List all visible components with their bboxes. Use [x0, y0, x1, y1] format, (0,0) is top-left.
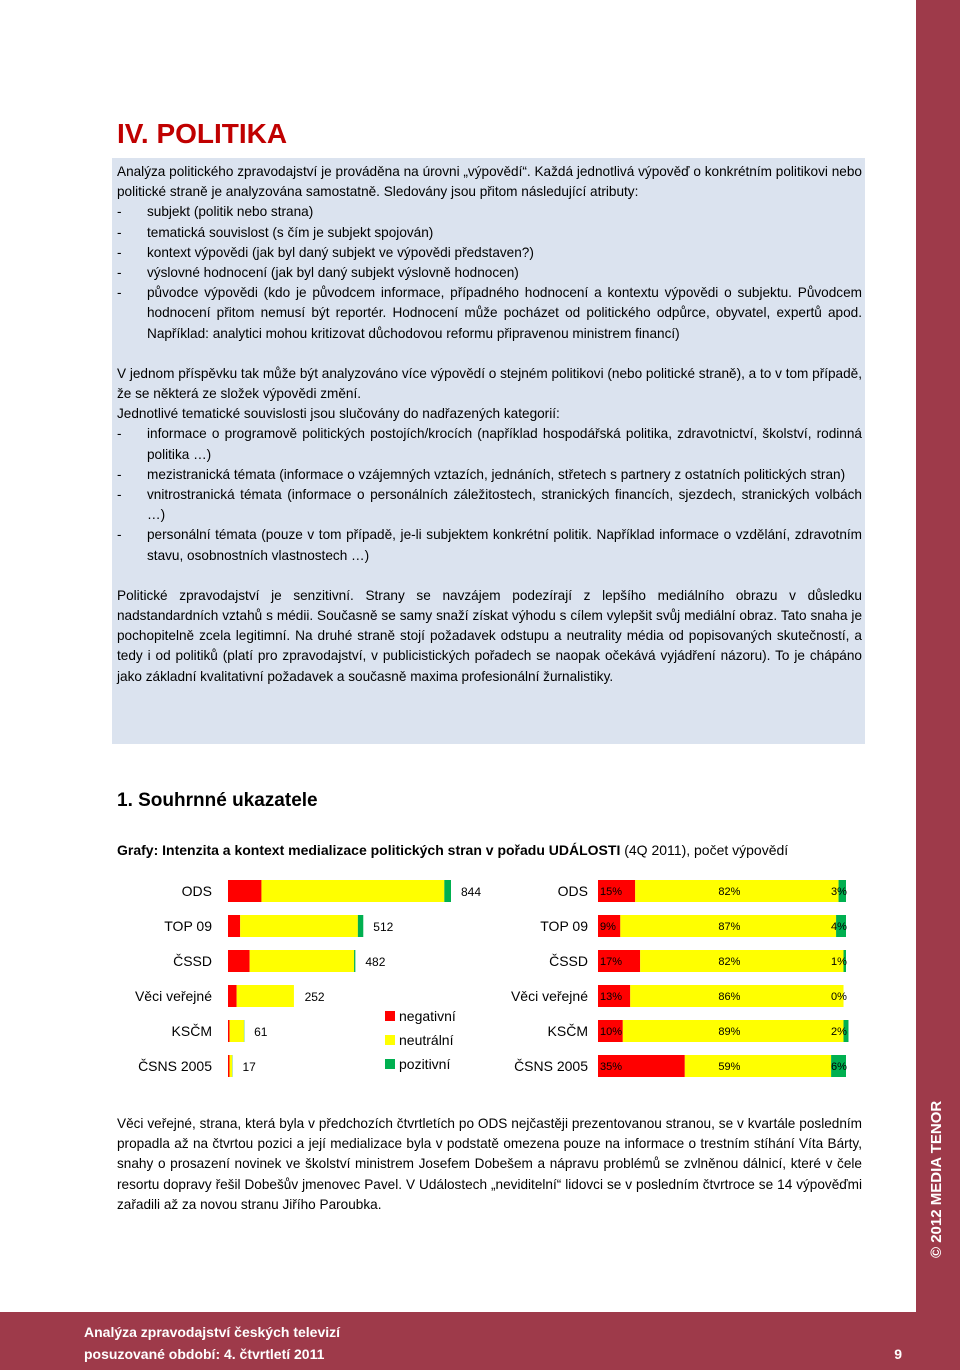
- chart1-total-label: 17: [242, 1060, 256, 1074]
- chart1-bar-negativní: [228, 950, 250, 972]
- chart1-bar-neutrální: [250, 950, 354, 972]
- legend-label: neutrální: [399, 1032, 454, 1048]
- chart2-data-label: 89%: [718, 1026, 741, 1038]
- chart1-bar-negativní: [228, 915, 240, 937]
- chart1-bar-neutrální: [261, 880, 444, 902]
- attribute-item: - výslovné hodnocení (jak byl daný subjekt výslovně hodnocen): [117, 265, 519, 281]
- chart1-total-label: 61: [254, 1025, 268, 1039]
- attribute-item: - původce výpovědi (kdo je původcem informace, případného hodnocení a kontextu výpovědi o subjektu. Původcem hodnocení přitom nemusí být reportér. Hodnocení může pocházet od politického odpůrce, obyvatel, expertů apod. Například: analytici mohou kritizovat důchodovou reformu připravenou ministrem financí): [117, 285, 862, 341]
- chart1-category-label: ČSNS 2005: [138, 1058, 212, 1074]
- chart1-bar-neutrální: [237, 985, 294, 1007]
- chart1-bar-pozitivní: [444, 880, 451, 902]
- chart2-data-label: 0%: [831, 991, 847, 1003]
- chart1-total-label: 252: [304, 990, 325, 1004]
- chart1-total-label: 512: [373, 920, 394, 934]
- chart2-bar-neutrální: [685, 1055, 831, 1077]
- paragraph-3: Jednotlivé tematické souvislosti jsou slučovány do nadřazených kategorií:: [117, 406, 560, 422]
- legend-swatch-pozitivní: [385, 1059, 395, 1069]
- chart1-category-label: ČSSD: [173, 953, 212, 969]
- chart1-bar-neutrální: [240, 915, 358, 937]
- chart1-category-label: TOP 09: [164, 918, 212, 934]
- attribute-item: - subjekt (politik nebo strana): [117, 204, 314, 220]
- right-sidebar-band: [916, 0, 960, 1370]
- paragraph-4: Politické zpravodajství je senzitivní. Strany se navzájem podezírají z lepšího mediálního obrazu v důsledku nadstandardních vztahů s médii. Současně se samy snaží získat výhodu s cílem vylepšit svůj mediální obraz. Tato snaha je pochopitelně zcela legitimní. Na druhé straně stojí požadavek odstupu a neutrality média od popisovaných skutečností, a tedy i od politiků (platí pro zpravodajství, v publicistických pořadech se naopak očekává vyjádření názoru). To je chápáno jako základní kvalitativní požadavek a současně maxima profesionální žurnalistiky.: [117, 587, 862, 684]
- chart1-bar-negativní: [228, 880, 261, 902]
- attribute-item: - tematická souvislost (s čím je subjekt spojován): [117, 224, 434, 240]
- legend-label: negativní: [399, 1008, 456, 1024]
- chart1-bar-pozitivní: [354, 950, 355, 972]
- chart2-data-label: 82%: [718, 956, 741, 968]
- chart1-category-label: KSČM: [171, 1023, 212, 1039]
- legend-label: pozitivní: [399, 1056, 451, 1072]
- chart1-total-label: 844: [461, 885, 482, 899]
- category-item: - mezistranická témata (informace o vzájemných vztazích, jednáních, střetech s partnery z ostatních politických stran): [117, 466, 846, 482]
- page-number: 9: [894, 1346, 902, 1362]
- chart2-category-label: KSČM: [547, 1023, 588, 1039]
- chart2-data-label: 35%: [600, 1061, 623, 1073]
- chart1-category-label: ODS: [181, 883, 212, 899]
- paragraph-2: V jednom příspěvku tak může být analyzováno více výpovědí o stejném politikovi (nebo politické straně), a to v tom případě, že se některá ze složek výpovědi změní.: [117, 365, 863, 402]
- chart1-bar-neutrální: [230, 1055, 233, 1077]
- chart2-data-label: 82%: [718, 886, 741, 898]
- chart2-data-label: 17%: [600, 956, 623, 968]
- chart2-data-label: 1%: [831, 956, 847, 968]
- intro-text: [117, 162, 862, 687]
- category-item: - vnitrostranická témata (informace o personálních záležitostech, stranických financích, sjezdech, stranických volbách …): [117, 487, 862, 523]
- chart1-bar-neutrální: [230, 1020, 244, 1042]
- chart2-data-label: 3%: [831, 886, 847, 898]
- chart1-category-label: Věci veřejné: [134, 988, 212, 1004]
- chart2-data-label: 87%: [718, 921, 741, 933]
- category-item: - informace o programově politických postojích/krocích (například hospodářská politika, zdravotnictví, školství, rodinná politika …): [117, 426, 862, 462]
- chart2-category-label: ČSSD: [549, 953, 588, 969]
- chart1-bar-pozitivní: [358, 915, 363, 937]
- attribute-item: - kontext výpovědi (jak byl daný subjekt ve výpovědi představen?): [117, 244, 534, 260]
- legend-swatch-negativní: [385, 1011, 395, 1021]
- chart2-bar-neutrální: [640, 950, 843, 972]
- page-title: IV. POLITIKA: [117, 118, 288, 149]
- chart2-data-label: 10%: [600, 1026, 623, 1038]
- chart2-data-label: 15%: [600, 886, 623, 898]
- category-item: - personální témata (pouze v tom případě, je-li subjektem konkrétní politik. Například informace o vzdělání, zdravotním stavu, osobnostních vlastnostech …): [117, 527, 862, 563]
- footer-band: [0, 1312, 916, 1370]
- chart2-data-label: 86%: [718, 991, 741, 1003]
- charts-area: [0, 870, 916, 1090]
- footer-title: Analýza zpravodajství českých televizí: [84, 1324, 341, 1340]
- chart2-data-label: 2%: [831, 1026, 847, 1038]
- chart1-bar-negativní: [228, 1020, 230, 1042]
- chart2-data-label: 4%: [831, 921, 847, 933]
- chart2-category-label: ČSNS 2005: [514, 1058, 588, 1074]
- footer-period: posuzované období: 4. čtvrtletí 2011: [84, 1346, 325, 1362]
- bottom-paragraph: Věci veřejné, strana, která byla v předchozích čtvrtletích po ODS nejčastěji prezentovanou stranou, se v kvartále posledním propadla až na čtvrtou pozici a její medializace byla v podstatě omezena pouze na informace o trestním stíhání Víta Bárty, snahy o prosazení novinek ve školství ministrem Josefem Dobešem a nápravu problémů se zvlněnou dálnicí, které v čele resortu dopravy řešil Dobešův jmenovec Pavel. V Událostech „neviditelní“ lidovci se v posledním čtvrtroce se 14 výpověďmi zařadili až za novou stranu Jiřího Paroubka.: [117, 1116, 862, 1212]
- chart2-data-label: 59%: [718, 1061, 741, 1073]
- copyright-text: © 2012 MEDIA TENOR: [928, 1100, 945, 1258]
- chart2-data-label: 13%: [600, 991, 623, 1003]
- chart1-bar-negativní: [228, 985, 237, 1007]
- section-title: 1. Souhrnné ukazatele: [117, 790, 318, 811]
- intro-paragraph: Analýza politického zpravodajství je prováděna na úrovni „výpovědí“. Každá jednotlivá výpověď o konkrétním politikovi nebo politické straně je analyzována samostatně. Sledovány jsou přitom následující atributy:: [117, 164, 862, 200]
- chart2-data-label: 6%: [831, 1061, 847, 1073]
- chart1-total-label: 482: [365, 955, 386, 969]
- chart2-category-label: Věci veřejné: [510, 988, 588, 1004]
- chart2-data-label: 9%: [600, 921, 616, 933]
- legend-swatch-neutrální: [385, 1035, 395, 1045]
- graph-caption: Grafy: Intenzita a kontext medializace politických stran v pořadu UDÁLOSTI (4Q 2011), počet výpovědí: [117, 842, 789, 858]
- chart1-bar-negativní: [228, 1055, 230, 1077]
- chart2-category-label: ODS: [557, 883, 588, 899]
- chart2-category-label: TOP 09: [540, 918, 588, 934]
